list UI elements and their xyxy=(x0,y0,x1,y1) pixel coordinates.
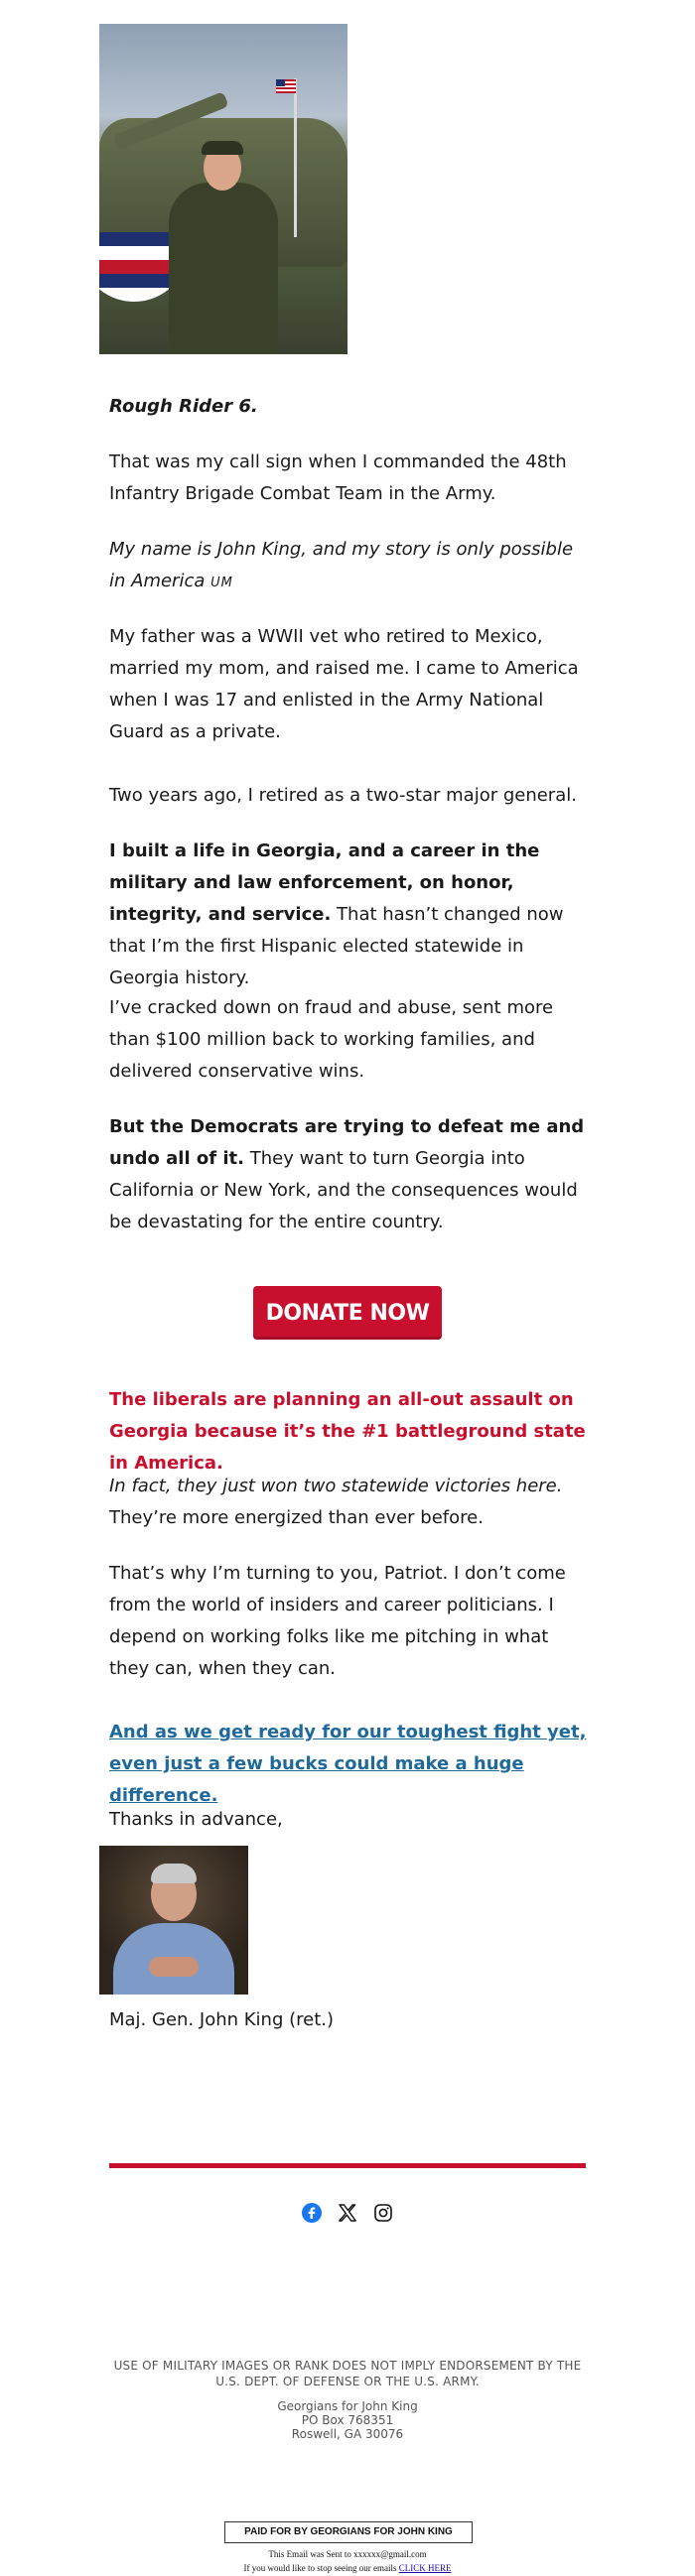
paragraph-father: My father was a WWII vet who retired to Mexico, married my mom, and raised me. I came to America when I was 17 and enlisted in the Army National Guard as a private. xyxy=(109,626,579,742)
georgia-career-rest: That hasn’t changed now that I’m the first Hispanic elected statewide in Georgia history. xyxy=(109,904,564,988)
paragraph-toughest-fight xyxy=(109,1717,588,1812)
footer-org-name: Georgians for John King xyxy=(277,2399,418,2413)
unsubscribe-notice xyxy=(149,2562,546,2574)
unsubscribe-link[interactable]: CLICK HERE xyxy=(398,2563,452,2573)
thanks-text: Thanks in advance, xyxy=(109,1809,283,1830)
footer-po-box: PO Box 768351 xyxy=(301,2413,394,2427)
paragraph-liberals-assault: The liberals are planning an all-out assault on Georgia because it’s the #1 battleground state in America. xyxy=(109,1389,586,1474)
facebook-icon[interactable] xyxy=(300,2201,324,2225)
signature-photo-john-king xyxy=(99,1846,248,1995)
paid-for-disclaimer: PAID FOR BY GEORGIANS FOR JOHN KING xyxy=(224,2521,473,2543)
paragraph-democrats xyxy=(109,1111,588,1238)
x-icon[interactable] xyxy=(336,2201,359,2225)
paragraph-story xyxy=(109,534,588,599)
instagram-icon[interactable] xyxy=(371,2201,395,2225)
sent-to-notice: This Email was Sent to xxxxxx@gmail.com xyxy=(268,2549,427,2559)
paragraph-retired: Two years ago, I retired as a two-star major general. xyxy=(109,785,577,806)
paragraph-georgia-career xyxy=(109,836,588,994)
paragraph-victories xyxy=(109,1471,588,1534)
signature-name: Maj. Gen. John King (ret.) xyxy=(109,2009,335,2030)
footer-divider xyxy=(109,2163,586,2168)
story-mark: UM xyxy=(210,576,233,590)
call-sign: Rough Rider 6. xyxy=(109,396,258,417)
hero-photo-general-with-tank xyxy=(99,24,348,354)
paragraph-record: I’ve cracked down on fraud and abuse, sent more than $100 million back to working families, and delivered conservative wins. xyxy=(109,997,554,1082)
portrait-hair xyxy=(151,1864,197,1883)
portrait-hands xyxy=(149,1957,199,1977)
general-uniform xyxy=(169,183,278,354)
georgia-career-bold: I built a life in Georgia, and a career in the military and law enforcement, on honor, integrity, and service. xyxy=(109,840,540,925)
victories-rest: They’re more energized than ever before. xyxy=(109,1507,484,1528)
unsubscribe-prefix: If you would like to stop seeing our emails xyxy=(243,2563,397,2573)
footer-city: Roswell, GA 30076 xyxy=(291,2427,404,2441)
democrats-bold: But the Democrats are trying to defeat me and undo all of it. xyxy=(109,1116,585,1169)
toughest-fight-link[interactable]: And as we get ready for our toughest fight yet, even just a few bucks could make a huge difference. xyxy=(109,1722,587,1806)
paragraph-patriot: That’s why I’m turning to you, Patriot. I don’t come from the world of insiders and career politicians. I depend on working folks like me pitching in what they can, when they can. xyxy=(109,1563,566,1679)
us-flag-icon xyxy=(276,79,296,93)
paragraph-call-sign: That was my call sign when I commanded the 48th Infantry Brigade Combat Team in the Army. xyxy=(109,451,567,504)
general-cap xyxy=(202,141,243,155)
victories-italic: In fact, they just won two statewide victories here. xyxy=(109,1476,563,1496)
flagpole xyxy=(294,78,297,237)
donate-now-button[interactable]: DONATE NOW xyxy=(253,1286,442,1340)
military-disclaimer: USE OF MILITARY IMAGES OR RANK DOES NOT IMPLY ENDORSEMENT BY THE U.S. DEPT. OF DEFENSE OR THE U.S. ARMY. xyxy=(113,2359,582,2388)
democrats-rest: They want to turn Georgia into California or New York, and the consequences would be devastating for the entire country. xyxy=(109,1148,578,1232)
story-text: My name is John King, and my story is only possible in America xyxy=(109,539,574,591)
